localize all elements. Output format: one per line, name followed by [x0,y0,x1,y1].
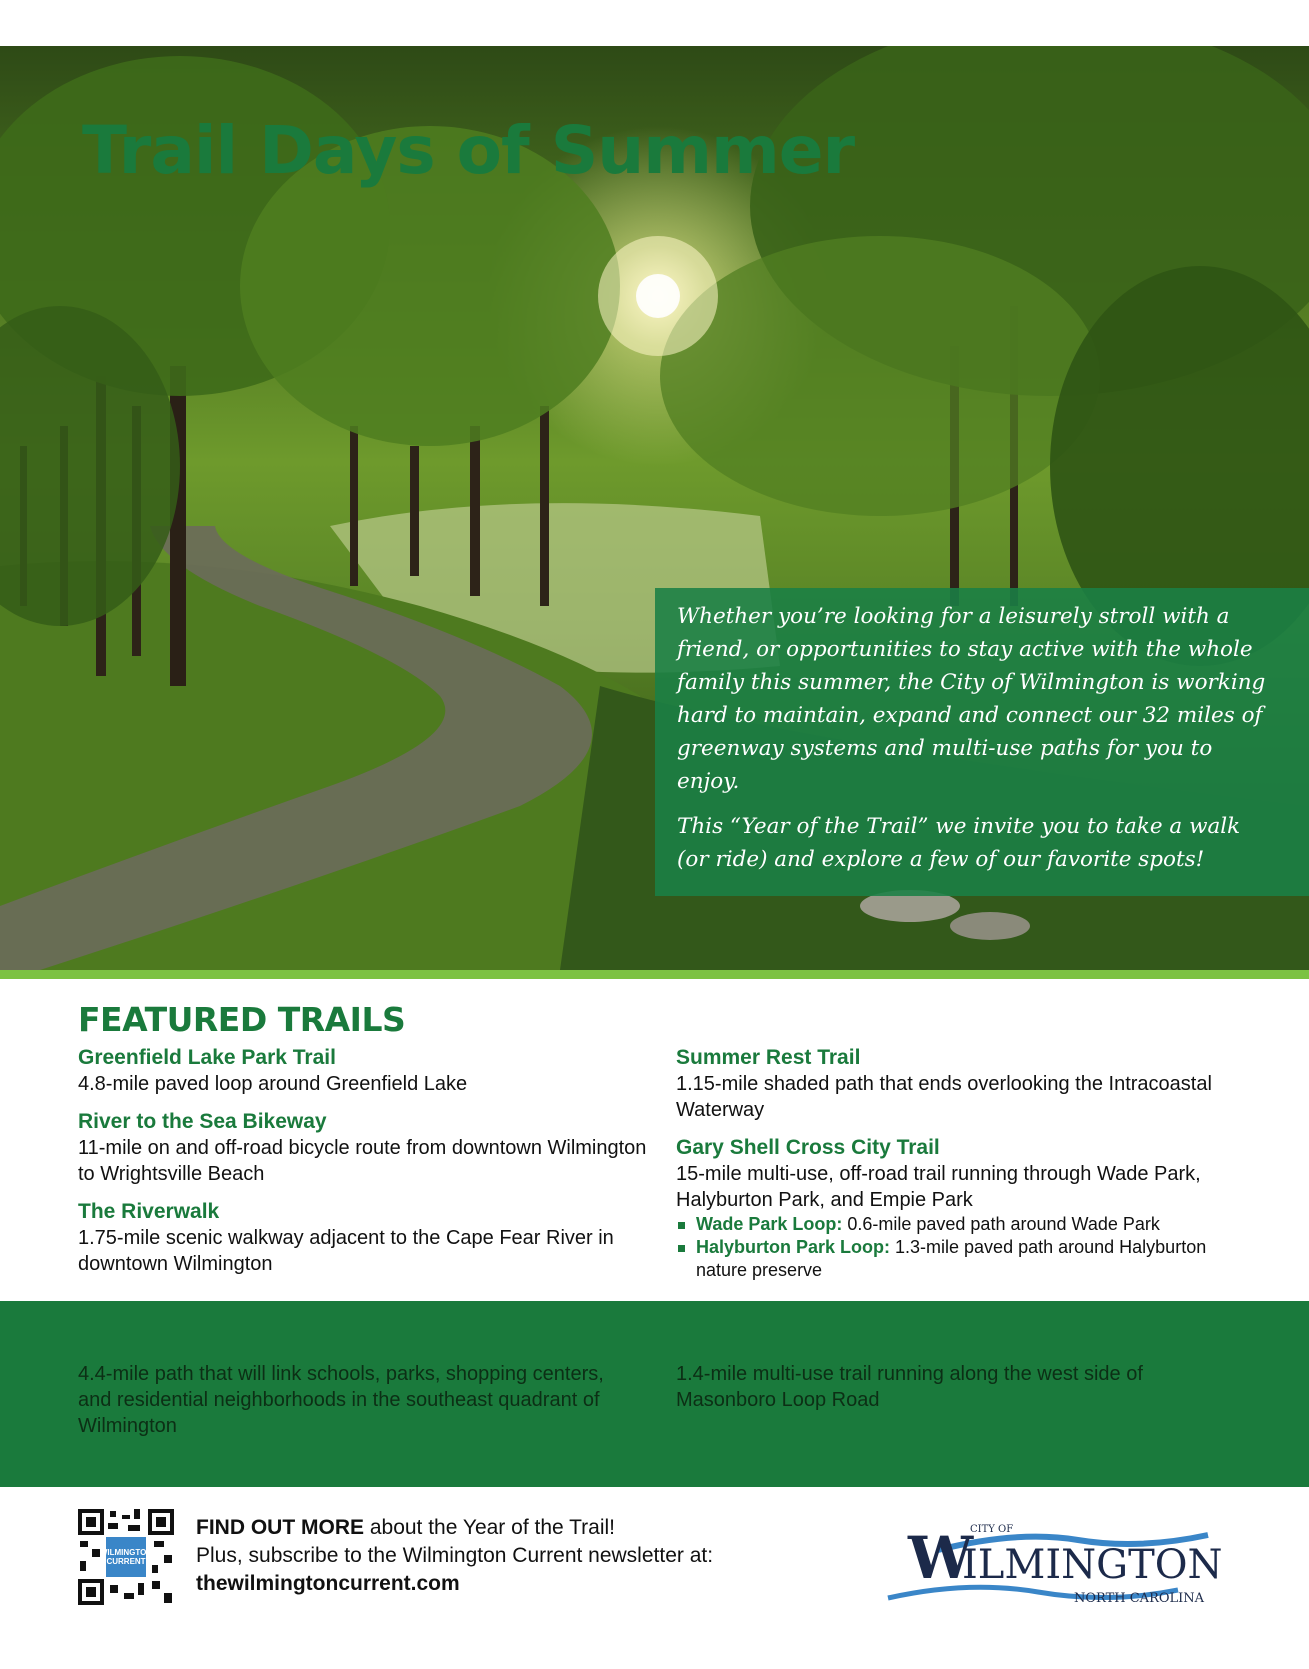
trail-description: 1.75-mile scenic walkway adjacent to the Cape Fear River in downtown Wilmington [78,1227,614,1275]
newsletter-link[interactable]: thewilmingtoncurrent.com [196,1572,460,1595]
intro-paragraph: Whether you’re looking for a leisurely stroll with a friend, or opportunities to stay active with the whole family this summer, the City of Wilmington is working hard to maintain, expand and connect our 32 miles of greenway systems and multi-use paths for you to enjoy. [677,604,1266,794]
trail-name: The Riverwalk [78,1200,220,1223]
trail-description: 1.4-mile multi-use trail running along the west side of Masonboro Loop Road [676,1363,1143,1411]
trail-name: Greenfield Lake Park Trail [78,1046,336,1069]
trail-description: 4.8-mile paved loop around Greenfield Lake [78,1073,468,1095]
trail-item [78,1199,658,1277]
logo-north-carolina: NORTH CAROLINA [1074,1591,1205,1606]
footer-line-1 [196,1514,713,1542]
intro-paragraph: This “Year of the Trail” we invite you to take a walk (or ride) and explore a few of our favorite spots! [677,814,1241,872]
footer-line-1-rest: about the Year of the Trail! [364,1516,616,1539]
logo-wordmark-initial: W [908,1524,974,1592]
find-out-more-label: FIND OUT MORE [196,1516,364,1539]
qr-logo: WILMINGTON CURRENT [106,1537,146,1577]
divider [0,970,1309,979]
trail-name: Gary Shell Cross City Trail [676,1136,940,1159]
logo-city-of: CITY OF [970,1524,1014,1535]
city-of-wilmington-logo [878,1510,1234,1610]
trail-item [78,1045,658,1097]
featured-trails-right-column [676,1045,1236,1282]
hero-photo [0,46,1309,970]
trail-item [78,1109,658,1187]
trail-name: River to the Sea Bikeway [78,1110,327,1133]
footer-cta [196,1514,713,1598]
wilmington-logo-mark [878,1510,1234,1610]
featured-trails-heading: FEATURED TRAILS [78,1000,406,1039]
sub-trail-name: Halyburton Park Loop: [696,1237,891,1257]
sub-trail-item [676,1236,1236,1282]
page-title: Trail Days of Summer [82,112,855,189]
trail-description: 15-mile multi-use, off-road trail running through Wade Park, Halyburton Park, and Empie Park [676,1163,1201,1211]
trail-name: Summer Rest Trail [676,1046,861,1069]
sub-trail-description: 1.3-mile paved path around Halyburton nature preserve [696,1237,1207,1280]
footer-line-2: Plus, subscribe to the Wilmington Current newsletter at: [196,1544,714,1567]
upcoming-trail-item [676,1361,1236,1413]
trail-item [676,1135,1236,1282]
trail-item [676,1045,1236,1123]
sub-trail-name: Wade Park Loop: [696,1214,843,1234]
intro-callout [655,588,1309,896]
qr-code[interactable] [78,1509,174,1605]
sub-trail-item [676,1213,1236,1236]
upcoming-trails-band [0,1301,1309,1487]
trail-description: 11-mile on and off-road bicycle route from downtown Wilmington to Wrightsville Beach [78,1137,647,1185]
trail-description: 4.4-mile path that will link schools, parks, shopping centers, and residential neighborhoods in the southeast quadrant of Wilmington [78,1363,604,1437]
featured-trails-left-column [78,1045,658,1289]
logo-wordmark: ILMINGTON [962,1542,1223,1588]
sub-trail-list [676,1213,1236,1282]
trail-description: 1.15-mile shaded path that ends overlooking the Intracoastal Waterway [676,1073,1212,1121]
upcoming-trail-item [78,1361,638,1439]
sub-trail-description: 0.6-mile paved path around Wade Park [842,1214,1160,1234]
